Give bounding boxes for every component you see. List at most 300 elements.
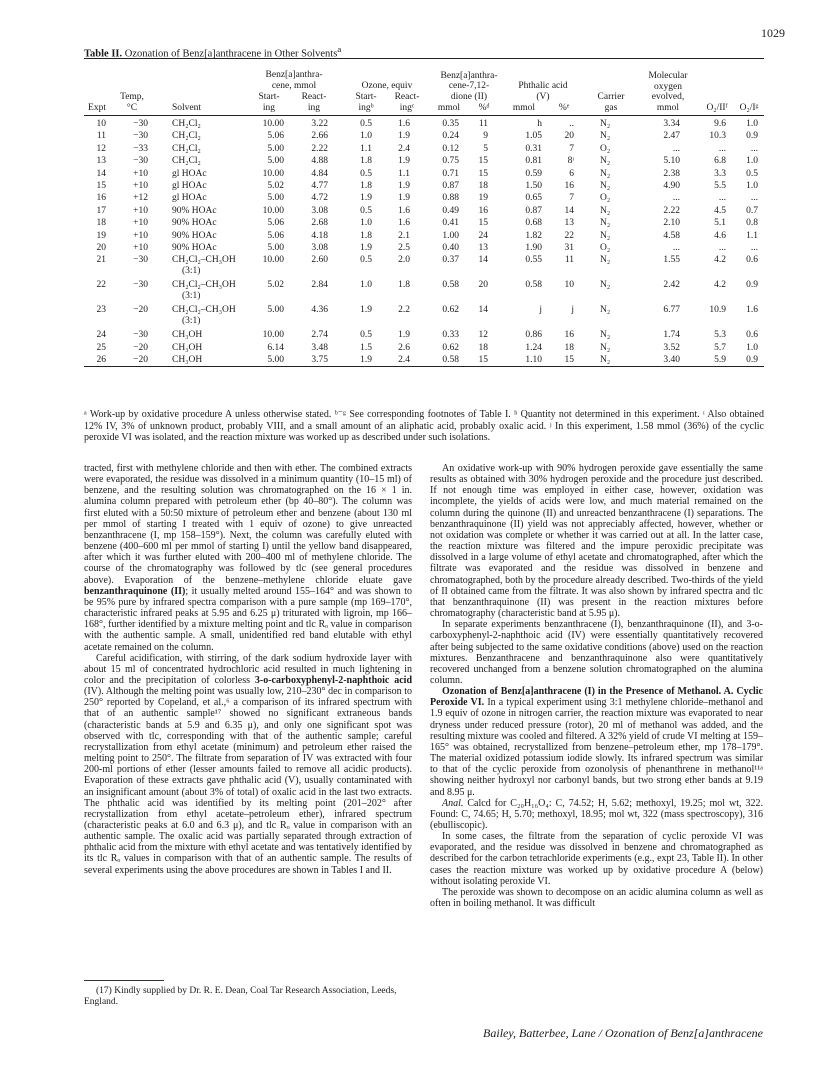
cell-temp: −20: [133, 305, 148, 316]
table-row: [84, 342, 764, 354]
cell-solvent: CH₂Cl₂: [172, 131, 201, 142]
cell-or: 1.6: [398, 218, 410, 229]
cell-pm: 0.81: [525, 156, 542, 167]
cell-dp: 18: [478, 180, 488, 191]
cell-r1: 3.3: [714, 168, 726, 179]
cell-o2: 4.90: [663, 180, 680, 191]
cell-temp: −30: [133, 330, 148, 341]
cell-os: 0.5: [360, 330, 372, 341]
cell-pm: 0.68: [525, 218, 542, 229]
cell-solvent: CH₂Cl₂–CH₃OH: [172, 305, 236, 316]
cell-r2: ...: [750, 242, 758, 253]
paragraph: [430, 463, 763, 619]
cell-pm: 0.65: [525, 193, 542, 204]
cell-r: 2.66: [311, 131, 328, 142]
cell-r1: 5.1: [714, 218, 726, 229]
cell-os: 1.9: [360, 242, 372, 253]
cell-dm: 0.62: [442, 305, 459, 316]
cell-s: 5.00: [267, 156, 284, 167]
cell-pm: j: [539, 305, 542, 316]
cell-r2: 1.0: [746, 119, 758, 129]
cell-temp: +10: [133, 242, 148, 253]
cell-pm: h: [537, 119, 542, 129]
cell-dm: 0.58: [442, 280, 459, 291]
cell-pm: 1.24: [525, 342, 542, 353]
text-run: In separate experiments benzanthracene (I), benzanthraquinone (II), and 3-o-carboxyphenyl-2-naphthoic acid (IV) were essentially quantitatively recovered after being subjected to the same oxidative conditions (above) used on the reaction mixtures. Benzanthracene and benzanthraquinone also were quantitatively recovered unchanged from a benzene solution chromatographed on the alumina column.: [430, 619, 763, 686]
cell-temp: −20: [133, 342, 148, 353]
cell-expt: 25: [96, 342, 106, 353]
header-temp: Temp, °C: [120, 92, 144, 113]
text-run: An oxidative work-up with 90% hydrogen peroxide gave essentially the same results as obtained with 30% hydrogen peroxide and the procedure just described. If not enough time was employed in either case, however, oxidation was incomplete, the yields of acids were low, and much material remained on the column during the quinone (II) and unreacted benzanthracene (I) separations. The benzanthraquinone (II) yield was not appreciably affected, however, whether or not oxidation was complete or whether it was carried out at all. In the latter case, the reaction mixture was filtered and the impure peroxidic precipitate was dissolved in a large volume of ethyl acetate and chromatographed, after which the filtrate was evaporated and the residue was dissolved in benzene and chromatographed, both by the procedure already described. Two-thirds of the yield of II obtained came from the filtrate. It was also shown by infrared spectra and tlc that benzanthraquinone (II) was present in the reaction mixtures before chromatography (characteristic band at 5.95 μ).: [430, 463, 763, 620]
cell-dm: 0.12: [442, 143, 459, 154]
paragraph: [84, 653, 412, 876]
cell-solvent: 90% HOAc: [172, 218, 217, 229]
cell-r1: 9.6: [714, 119, 726, 129]
cell-r2: 1.0: [746, 180, 758, 191]
table-bottom-rule: [84, 366, 764, 367]
text-run: tracted, first with methylene chloride and then with ether. The combined extracts were evaporated, the residue was dissolved in a minimum quantity (10–15 ml) of benzene, and the resulting solution was chromatographed on the 16 × 1 in. alumina column prepared with petroleum ether (bp 40–80°). The column was first eluted with a 50:50 mixture of petroleum ether and benzene (about 130 ml per mmol of starting I treated with 1 equiv of ozone) to give unreacted benzanthracene (I, mp 158–159°). Next, the column was carefully eluted with benzene (400–600 ml per mmol of starting I) until the yellow band disappeared, after which it was further eluted with 200–400 ml of methylene chloride. The course of the chromatography was followed by tlc (see general procedures above). Evaporation of the benzene–methylene chloride eluate gave: [84, 463, 412, 586]
cell-o2: 6.77: [663, 305, 680, 316]
table-row: [84, 143, 764, 155]
cell-os: 1.5: [360, 342, 372, 353]
cell-r2: 0.9: [746, 355, 758, 366]
reference-note: (17) Kindly supplied by Dr. R. E. Dean, Coal Tar Research Association, Leeds, England.: [84, 986, 397, 1007]
cell-gas: N₂: [600, 230, 611, 241]
cell-pp: 20: [564, 131, 574, 142]
paragraph: [430, 686, 763, 798]
cell-r: 2.74: [311, 330, 328, 341]
cell-pp: ..: [569, 119, 574, 129]
cell-r1: 4.2: [714, 255, 726, 266]
cell-r: 4.18: [311, 230, 328, 241]
cell-r1: 4.5: [714, 205, 726, 216]
cell-dm: 0.33: [442, 330, 459, 341]
text-run: Careful acidification, with stirring, of the dark sodium hydroxide layer with about 15 ml of concentrated hydrochloric acid resulted in much lightening in color and the precipitation of colorless: [84, 652, 412, 686]
cell-s: 5.00: [267, 193, 284, 204]
cell-r1: 10.3: [709, 131, 726, 142]
cell-dm: 0.24: [442, 131, 459, 142]
cell-temp: −30: [133, 255, 148, 266]
cell-gas: N₂: [600, 119, 611, 129]
cell-expt: 21: [96, 255, 106, 266]
cell-or: 2.0: [398, 255, 410, 266]
cell-o2: ...: [672, 143, 680, 154]
cell-temp: −20: [133, 355, 148, 366]
cell-gas: N₂: [600, 342, 611, 353]
cell-r1: 5.5: [714, 180, 726, 191]
cell-dm: 0.88: [442, 193, 459, 204]
cell-pm: 0.31: [525, 143, 542, 154]
cell-gas: N₂: [600, 205, 611, 216]
cell-expt: 17: [96, 205, 106, 216]
cell-os: 1.8: [360, 156, 372, 167]
cell-or: 1.9: [398, 193, 410, 204]
cell-o2: 5.10: [663, 156, 680, 167]
left-column: [84, 463, 412, 876]
cell-r1: ...: [718, 193, 726, 204]
header-expt: Expt: [88, 102, 106, 113]
cell-os: 0.5: [360, 205, 372, 216]
cell-dm: 0.58: [442, 355, 459, 366]
table-row: [84, 205, 764, 217]
cell-expt: 19: [96, 230, 106, 241]
cell-r: 3.48: [311, 342, 328, 353]
cell-s: 5.02: [267, 280, 284, 291]
cell-r2: 1.0: [746, 156, 758, 167]
cell-r2: 0.5: [746, 168, 758, 179]
header-solvent: Solvent: [172, 102, 202, 113]
cell-dp: 20: [478, 280, 488, 291]
text-run: (IV). Although the melting point was usually low, 210–230° dec in comparison to 250° reported by Copeland, et al.,⁶ a comparison of its infrared spectrum with that of an authentic sample¹⁷ showed no significant extraneous bands (characteristic bands at 5.9 and 6.35 μ), and only one significant spot was observed with tlc, corresponding with that of the authentic sample; careful recrystallization from ethyl acetate (minimum) and petroleum ether raised the melting point to 250°. The filtrate from separation of IV was extracted with four 200-ml portions of ether (lesser amounts failed to remove all acidic products). Evaporation of these extracts gave phthalic acid (V), usually contaminated with an insignificant amount (about 3% of total) of oxalic acid in the last two extracts. The phthalic acid was identified by its melting point (201–202° after recrystallization from ethyl acetate–petroleum ether), infrared spectrum (characteristic peaks at 6.0 and 6.3 μ), and tlc Rₒ value in comparison with an authentic sample. The oxalic acid was partially separated through extraction of phthalic acid from the mixture with ethyl acetate and was tentatively identified by its tlc Rₒ values in comparison with that of an authentic sample. The results of several experiments using the above procedures are shown in Tables I and II.: [84, 686, 412, 876]
cell-gas: N₂: [600, 280, 611, 291]
cell-or: 1.6: [398, 119, 410, 129]
table-caption-label: Table II.: [84, 48, 123, 60]
header-dione-mmol: mmol: [437, 102, 461, 113]
header-ozone-group: Ozone, equiv: [361, 80, 413, 91]
cell-r2: 0.9: [746, 280, 758, 291]
cell-pp: 7: [569, 193, 574, 204]
cell-temp: +10: [133, 230, 148, 241]
cell-o2: 3.52: [663, 342, 680, 353]
cell-r: 4.77: [311, 180, 328, 191]
cell-dm: 0.35: [442, 119, 459, 129]
cell-pm: 1.90: [525, 242, 542, 253]
cell-or: 1.9: [398, 156, 410, 167]
italic-run: Anal.: [442, 797, 464, 809]
cell-dp: 12: [478, 330, 488, 341]
cell-gas: N₂: [600, 218, 611, 229]
cell-s: 10.00: [262, 168, 284, 179]
cell-pp: 8ᶦ: [567, 156, 574, 167]
cell-temp: −30: [133, 131, 148, 142]
cell-pm: 0.86: [525, 330, 542, 341]
cell-r: 4.72: [311, 193, 328, 204]
cell-dp: 14: [478, 255, 488, 266]
cell-gas: O₂: [600, 193, 611, 204]
cell-r2: 0.6: [746, 330, 758, 341]
cell-r1: ...: [718, 242, 726, 253]
cell-dp: 18: [478, 342, 488, 353]
cell-solvent: CH₃OH: [172, 330, 203, 341]
cell-dp: 9: [483, 131, 488, 142]
cell-gas: N₂: [600, 180, 611, 191]
cell-s: 10.00: [262, 119, 284, 129]
cell-temp: −30: [133, 280, 148, 291]
cell-o2: 1.55: [663, 255, 680, 266]
cell-os: 1.0: [360, 131, 372, 142]
cell-r1: ...: [718, 143, 726, 154]
table-body: [84, 116, 764, 366]
table-row: [84, 118, 764, 130]
cell-os: 0.5: [360, 168, 372, 179]
paragraph: [430, 887, 763, 909]
table-row: [84, 304, 764, 329]
cell-dp: 15: [478, 168, 488, 179]
header-reacting: React- ing: [301, 92, 327, 113]
cell-r2: 1.0: [746, 342, 758, 353]
cell-o2: 2.22: [663, 205, 680, 216]
cell-gas: N₂: [600, 355, 611, 366]
cell-temp: +10: [133, 168, 148, 179]
cell-dm: 0.71: [442, 168, 459, 179]
cell-solvent: CH₃OH: [172, 342, 203, 353]
cell-pm: 1.05: [525, 131, 542, 142]
header-starting: Start- ing: [258, 92, 280, 113]
cell-r1: 5.7: [714, 342, 726, 353]
cell-r: 2.68: [311, 218, 328, 229]
cell-os: 1.8: [360, 180, 372, 191]
cell-dp: 15: [478, 156, 488, 167]
cell-dm: 0.40: [442, 242, 459, 253]
text-run: Calcd for C₂₀H₁₆O₄: C, 74.52; H, 5.62; methoxyl, 19.25; mol wt, 322. Found: C, 74.65; H, 5.70; methoxyl, 18.95; mol wt, 322 (mass spectroscopy), 316 (ebulliscopic).: [430, 797, 763, 831]
cell-solvent: 90% HOAc: [172, 230, 217, 241]
header-ratio1: O₂/IIᶠ: [706, 102, 728, 113]
table-row: [84, 217, 764, 229]
cell-dp: 16: [478, 205, 488, 216]
cell-pm: 0.58: [525, 280, 542, 291]
header-dione-pct: %ᵈ: [478, 102, 490, 113]
cell-o2: 2.47: [663, 131, 680, 142]
cell-pp: 10: [564, 280, 574, 291]
cell-expt: 15: [96, 180, 106, 191]
cell-temp: +10: [133, 218, 148, 229]
cell-pp: 15: [564, 355, 574, 366]
cell-dp: 11: [478, 119, 488, 129]
cell-os: 1.8: [360, 230, 372, 241]
cell-s: 6.14: [267, 342, 284, 353]
cell-s: 5.00: [267, 305, 284, 316]
cell-expt: 18: [96, 218, 106, 229]
bold-run: 3-o-carboxyphenyl-2-naphthoic acid: [254, 674, 412, 686]
cell-s: 10.00: [262, 330, 284, 341]
cell-s: 5.00: [267, 143, 284, 154]
cell-pm: 1.10: [525, 355, 542, 366]
cell-pp: 16: [564, 180, 574, 191]
table-row: [84, 279, 764, 304]
cell-r2: ...: [750, 193, 758, 204]
cell-temp: +10: [133, 180, 148, 191]
cell-solvent: CH₂Cl₂–CH₃OH: [172, 255, 236, 266]
cell-solvent: 90% HOAc: [172, 242, 217, 253]
cell-dp: 15: [478, 218, 488, 229]
table-header: [84, 59, 764, 115]
cell-solvent: gl HOAc: [172, 180, 207, 191]
bold-run: Ozonation of Benz[a]anthracene (I) in the Presence of Methanol. A. Cyclic Peroxide VI.: [430, 686, 763, 709]
cell-dm: 0.62: [442, 342, 459, 353]
cell-dm: 1.00: [442, 230, 459, 241]
table-footnote: ᵃ Work-up by oxidative procedure A unless otherwise stated. ᵇ⁻ᵍ See corresponding footnotes of Table I. ʰ Quantity not determined in this experiment. ᶦ Also obtained 12% IV, 3% of unknown product, probably VIII, and a small amount of an aliphatic acid, probably oxalic acid. ʲ In this experiment, 1.58 mmol (36%) of the cyclic peroxide VI was isolated, and the reaction mixture was worked up as described under such isolations.: [84, 409, 764, 443]
cell-or: 2.4: [398, 355, 410, 366]
cell-o2: ...: [672, 242, 680, 253]
table-row: [84, 192, 764, 204]
cell-os: 1.9: [360, 305, 372, 316]
table-caption-text: Ozonation of Benz[a]anthracene in Other Solvents: [124, 48, 338, 60]
cell-gas: N₂: [600, 330, 611, 341]
cell-solvent: CH₂Cl₂–CH₃OH: [172, 280, 236, 291]
cell-r1: 5.9: [714, 355, 726, 366]
table-row: [84, 155, 764, 167]
paragraph: [430, 619, 763, 686]
cell-s: 5.06: [267, 218, 284, 229]
cell-o2: ...: [672, 193, 680, 204]
cell-temp: −30: [133, 156, 148, 167]
cell-os: 1.1: [360, 143, 372, 154]
cell-gas: O₂: [600, 242, 611, 253]
cell-expt: 22: [96, 280, 106, 291]
paragraph: [430, 831, 763, 887]
cell-or: 1.9: [398, 180, 410, 191]
cell-pp: 7: [569, 143, 574, 154]
cell-s: 5.06: [267, 131, 284, 142]
cell-expt: 26: [96, 355, 106, 366]
right-column: [430, 463, 763, 909]
cell-r: 2.84: [311, 280, 328, 291]
text-run: In a typical experiment using 3:1 methylene chloride–methanol and 1.9 equiv of ozone in nitrogen carrier, the reaction mixture was evaporated to near dryness under reduced pressure (rotor), 20 ml of methanol was added, and the resulting mixture was cooled and filtered. A 32% yield of crude VI melting at 159–165° was obtained, recrystallized from benzene–petroleum ether, mp 178–179°. The material oxidized potassium iodide slowly. Its infrared spectrum was similar to that of the cyclic peroxide from ozonolysis of phenanthrene in methanol¹¹ᵃ showing neither hydroxyl nor carbonyl bands, but two strong ether bands at 9.19 and 8.95 μ.: [430, 697, 763, 798]
cell-r: 3.08: [311, 205, 328, 216]
cell-temp: +12: [133, 193, 148, 204]
cell-gas: N₂: [600, 131, 611, 142]
data-table: [84, 58, 764, 367]
header-phthalic-pct: %ᵉ: [558, 102, 570, 113]
header-phthalic-mmol: mmol: [512, 102, 536, 113]
cell-expt: 24: [96, 330, 106, 341]
cell-o2: 3.34: [663, 119, 680, 129]
text-run: The peroxide was shown to decompose on an acidic alumina column as well as often in boiling methanol. It was difficult: [430, 886, 763, 910]
cell-or: 2.6: [398, 342, 410, 353]
table-row: [84, 180, 764, 192]
cell-solvent: gl HOAc: [172, 168, 207, 179]
cell-gas: N₂: [600, 156, 611, 167]
cell-o2: 2.42: [663, 280, 680, 291]
cell-expt: 12: [96, 143, 106, 154]
cell-expt: 16: [96, 193, 106, 204]
header-phthalic-group: Phthalic acid (V): [518, 81, 568, 102]
cell-r2: 0.9: [746, 131, 758, 142]
cell-os: 1.0: [360, 218, 372, 229]
cell-r: 3.75: [311, 355, 328, 366]
text-run: ; it usually melted around 155–164° and was shown to be 95% pure by infrared spectra comparison with a pure sample (mp 169–170°, characteristic infrared peaks at 5.95 and 6.25 μ) triturated with ligroin, mp 166–168°, further identified by a mixture melting point and tlc Rₒ value in comparison with the authentic sample. A small, unidentified red band elutable with ethyl acetate remained on the column.: [84, 585, 412, 653]
cell-s: 5.00: [267, 355, 284, 366]
cell-pp: 22: [564, 230, 574, 241]
cell-gas: N₂: [600, 255, 611, 266]
cell-gas: N₂: [600, 168, 611, 179]
cell-pp: 18: [564, 342, 574, 353]
cell-r1: 4.6: [714, 230, 726, 241]
cell-o2: 3.40: [663, 355, 680, 366]
reference-rule: [84, 980, 164, 981]
header-carrier: Carrier gas: [597, 92, 625, 113]
cell-pm: 0.87: [525, 205, 542, 216]
header-benz-group: Benz[a]anthra- cene, mmol: [265, 70, 323, 91]
cell-pp: 31: [564, 242, 574, 253]
cell-solvent: CH₃OH: [172, 355, 203, 366]
table-row: [84, 329, 764, 341]
text-run: In some cases, the filtrate from the separation of cyclic peroxide VI was evaporated, and the residue was dissolved in benzene and chromatographed as described for the carbon tetrachloride experiments (e.g., expt 23, Table II). In other cases the reaction mixture was worked up by oxidative procedure A (below) without isolating peroxide VI.: [430, 831, 763, 887]
page-number: 1029: [761, 26, 785, 40]
cell-or: 1.9: [398, 131, 410, 142]
cell-r2: 1.6: [746, 305, 758, 316]
cell-r2: 0.6: [746, 255, 758, 266]
cell-dm: 0.87: [442, 180, 459, 191]
cell-r2: 1.1: [746, 230, 758, 241]
table-row: [84, 242, 764, 254]
cell-dp: 14: [478, 305, 488, 316]
cell-os: 1.9: [360, 193, 372, 204]
cell-r2: 0.8: [746, 218, 758, 229]
cell-r2: ...: [750, 143, 758, 154]
header-dione-group: Benz[a]anthra- cene-7,12- dione (II): [440, 70, 498, 102]
cell-os: 0.5: [360, 255, 372, 266]
cell-o2: 1.74: [663, 330, 680, 341]
cell-pm: 1.50: [525, 180, 542, 191]
cell-o2: 2.38: [663, 168, 680, 179]
table-row: [84, 130, 764, 142]
cell-r1: 4.2: [714, 280, 726, 291]
cell-dp: 19: [478, 193, 488, 204]
cell-s: 5.02: [267, 180, 284, 191]
cell-r1: 10.9: [709, 305, 726, 316]
cell-or: 2.1: [398, 230, 410, 241]
cell-dm: 0.41: [442, 218, 459, 229]
header-ozone-react: React- ingᶜ: [394, 92, 420, 113]
cell-pp: 6: [569, 168, 574, 179]
cell-solvent-ratio: (3:1): [182, 316, 201, 327]
cell-solvent: 90% HOAc: [172, 205, 217, 216]
cell-dp: 15: [478, 355, 488, 366]
cell-s: 10.00: [262, 205, 284, 216]
cell-or: 2.2: [398, 305, 410, 316]
cell-s: 10.00: [262, 255, 284, 266]
paragraph: [84, 463, 412, 653]
cell-expt: 20: [96, 242, 106, 253]
running-footer: Bailey, Batterbee, Lane / Ozonation of Benz[a]anthracene: [483, 1026, 763, 1040]
cell-temp: −30: [133, 119, 148, 129]
table-row: [84, 254, 764, 279]
cell-pp: 14: [564, 205, 574, 216]
cell-temp: +10: [133, 205, 148, 216]
cell-pp: j: [571, 305, 574, 316]
cell-o2: 2.10: [663, 218, 680, 229]
cell-r: 3.22: [311, 119, 328, 129]
cell-or: 1.8: [398, 280, 410, 291]
header-ozone-start: Start- ingᵇ: [355, 92, 377, 113]
cell-r: 4.36: [311, 305, 328, 316]
cell-expt: 14: [96, 168, 106, 179]
cell-os: 1.0: [360, 280, 372, 291]
table-row: [84, 230, 764, 242]
table-row: [84, 354, 764, 366]
cell-or: 2.5: [398, 242, 410, 253]
cell-os: 1.9: [360, 355, 372, 366]
cell-or: 2.4: [398, 143, 410, 154]
cell-dm: 0.37: [442, 255, 459, 266]
cell-or: 1.1: [398, 168, 410, 179]
cell-expt: 23: [96, 305, 106, 316]
cell-r: 2.22: [311, 143, 328, 154]
cell-expt: 10: [96, 119, 106, 129]
cell-or: 1.9: [398, 330, 410, 341]
cell-dm: 0.75: [442, 156, 459, 167]
cell-pp: 13: [564, 218, 574, 229]
cell-expt: 13: [96, 156, 106, 167]
cell-solvent-ratio: (3:1): [182, 291, 201, 302]
cell-dm: 0.49: [442, 205, 459, 216]
cell-pp: 11: [564, 255, 574, 266]
cell-temp: −33: [133, 143, 148, 154]
cell-pm: 0.59: [525, 168, 542, 179]
cell-dp: 5: [483, 143, 488, 154]
cell-r2: 0.7: [746, 205, 758, 216]
